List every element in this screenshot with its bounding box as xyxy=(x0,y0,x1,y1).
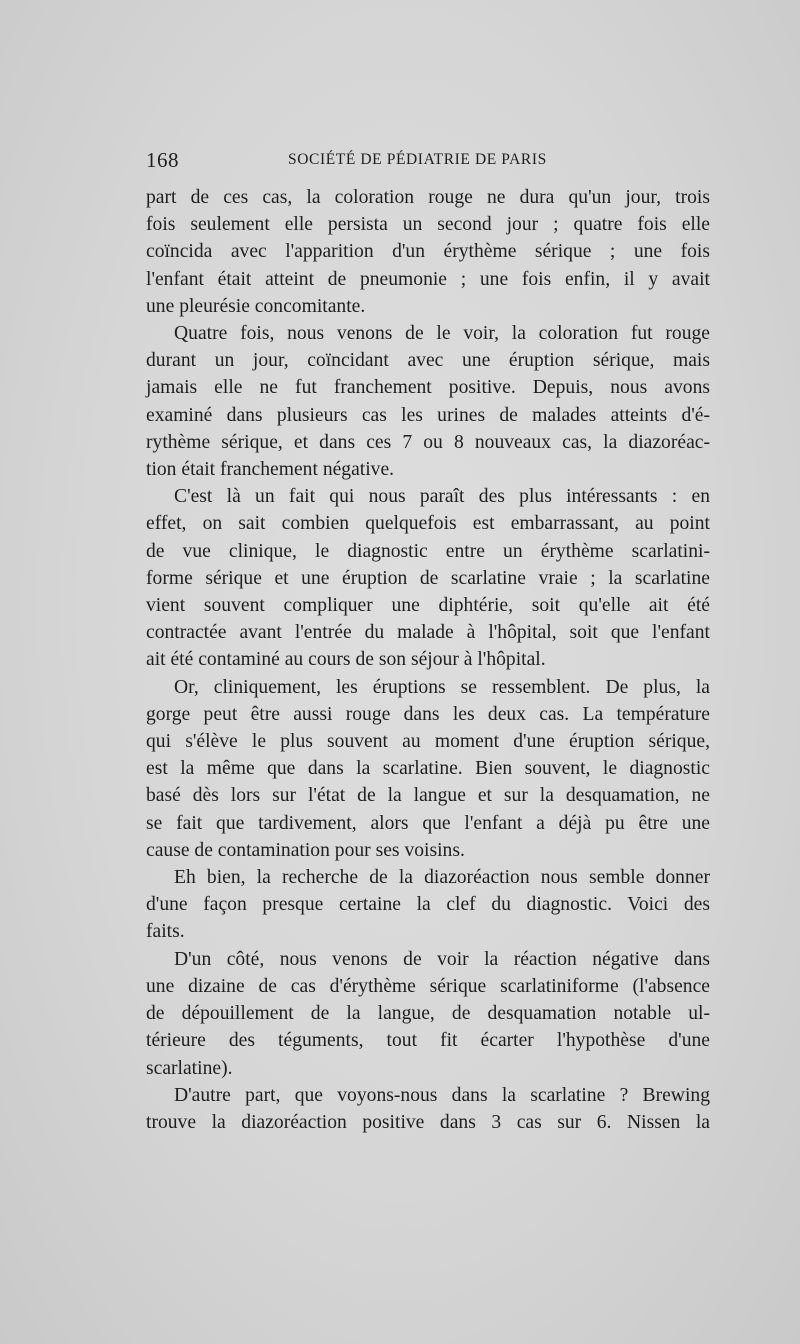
text-line: gorge peut être aussi rouge dans les deux cas. La température xyxy=(146,703,710,725)
text-line: tion était franchement négative. xyxy=(146,459,395,481)
paragraph xyxy=(146,184,710,320)
text-line: D'autre part, que voyons-nous dans la scarlatine ? Brewing xyxy=(174,1084,710,1106)
text-line: C'est là un fait qui nous paraît des plus intéressants : en xyxy=(174,486,710,508)
body-text xyxy=(146,184,710,1136)
paragraph xyxy=(146,1082,710,1136)
text-line: durant un jour, coïncidant avec une éruption sérique, mais xyxy=(146,350,710,372)
text-line: une pleurésie concomitante. xyxy=(146,295,366,317)
text-line: scarlatine). xyxy=(146,1057,233,1079)
text-line: Or, cliniquement, les éruptions se ressemblent. De plus, la xyxy=(174,676,710,698)
text-line: Quatre fois, nous venons de le voir, la coloration fut rouge xyxy=(174,323,710,345)
paragraph xyxy=(146,320,710,483)
paragraph xyxy=(146,946,710,1082)
text-line: vient souvent compliquer une diphtérie, soit qu'elle ait été xyxy=(146,595,710,617)
text-line: rythème sérique, et dans ces 7 ou 8 nouveaux cas, la diazoréac- xyxy=(146,431,710,453)
text-line: fois seulement elle persista un second jour ; quatre fois elle xyxy=(146,214,710,236)
running-title: SOCIÉTÉ DE PÉDIATRIE DE PARIS xyxy=(288,151,547,168)
text-line: une dizaine de cas d'érythème sérique scarlatiniforme (l'absence xyxy=(146,975,710,997)
text-line: forme sérique et une éruption de scarlatine vraie ; la scarlatine xyxy=(146,567,710,589)
text-line: basé dès lors sur l'état de la langue et sur la desquamation, ne xyxy=(146,785,710,807)
text-line: cause de contamination pour ses voisins. xyxy=(146,839,465,861)
text-line: part de ces cas, la coloration rouge ne dura qu'un jour, trois xyxy=(146,187,710,208)
text-line: l'enfant était atteint de pneumonie ; une fois enfin, il y avait xyxy=(146,268,710,290)
text-line: de dépouillement de la langue, de desquamation notable ul- xyxy=(146,1003,710,1025)
text-line: examiné dans plusieurs cas les urines de malades atteints d'é- xyxy=(146,404,710,426)
text-line: térieure des téguments, tout fit écarter l'hypothèse d'une xyxy=(146,1030,710,1052)
text-line: d'une façon presque certaine la clef du diagnostic. Voici des xyxy=(146,894,710,916)
page-number: 168 xyxy=(146,148,179,172)
text-line: D'un côté, nous venons de voir la réaction négative dans xyxy=(174,948,710,970)
text-line: jamais elle ne fut franchement positive. Depuis, nous avons xyxy=(146,377,710,399)
paragraph xyxy=(146,864,710,946)
text-line: se fait que tardivement, alors que l'enfant a déjà pu être une xyxy=(146,812,710,834)
text-line: coïncida avec l'apparition d'un érythème sérique ; une fois xyxy=(146,241,710,263)
text-line: effet, on sait combien quelquefois est embarrassant, au point xyxy=(146,513,710,535)
text-line: de vue clinique, le diagnostic entre un érythème scarlatini- xyxy=(146,540,710,562)
text-line: ait été contaminé au cours de son séjour à l'hôpital. xyxy=(146,649,546,671)
text-line: contractée avant l'entrée du malade à l'hôpital, soit que l'enfant xyxy=(146,622,710,644)
text-line: est la même que dans la scarlatine. Bien souvent, le diagnostic xyxy=(146,758,710,780)
page-header xyxy=(146,148,710,172)
text-line: trouve la diazoréaction positive dans 3 cas sur 6. Nissen la xyxy=(146,1111,710,1133)
text-line: qui s'élève le plus souvent au moment d'une éruption sérique, xyxy=(146,731,710,753)
text-line: faits. xyxy=(146,921,185,943)
text-line: Eh bien, la recherche de la diazoréaction nous semble donner xyxy=(174,867,710,889)
paragraph xyxy=(146,674,710,864)
paragraph xyxy=(146,483,710,673)
